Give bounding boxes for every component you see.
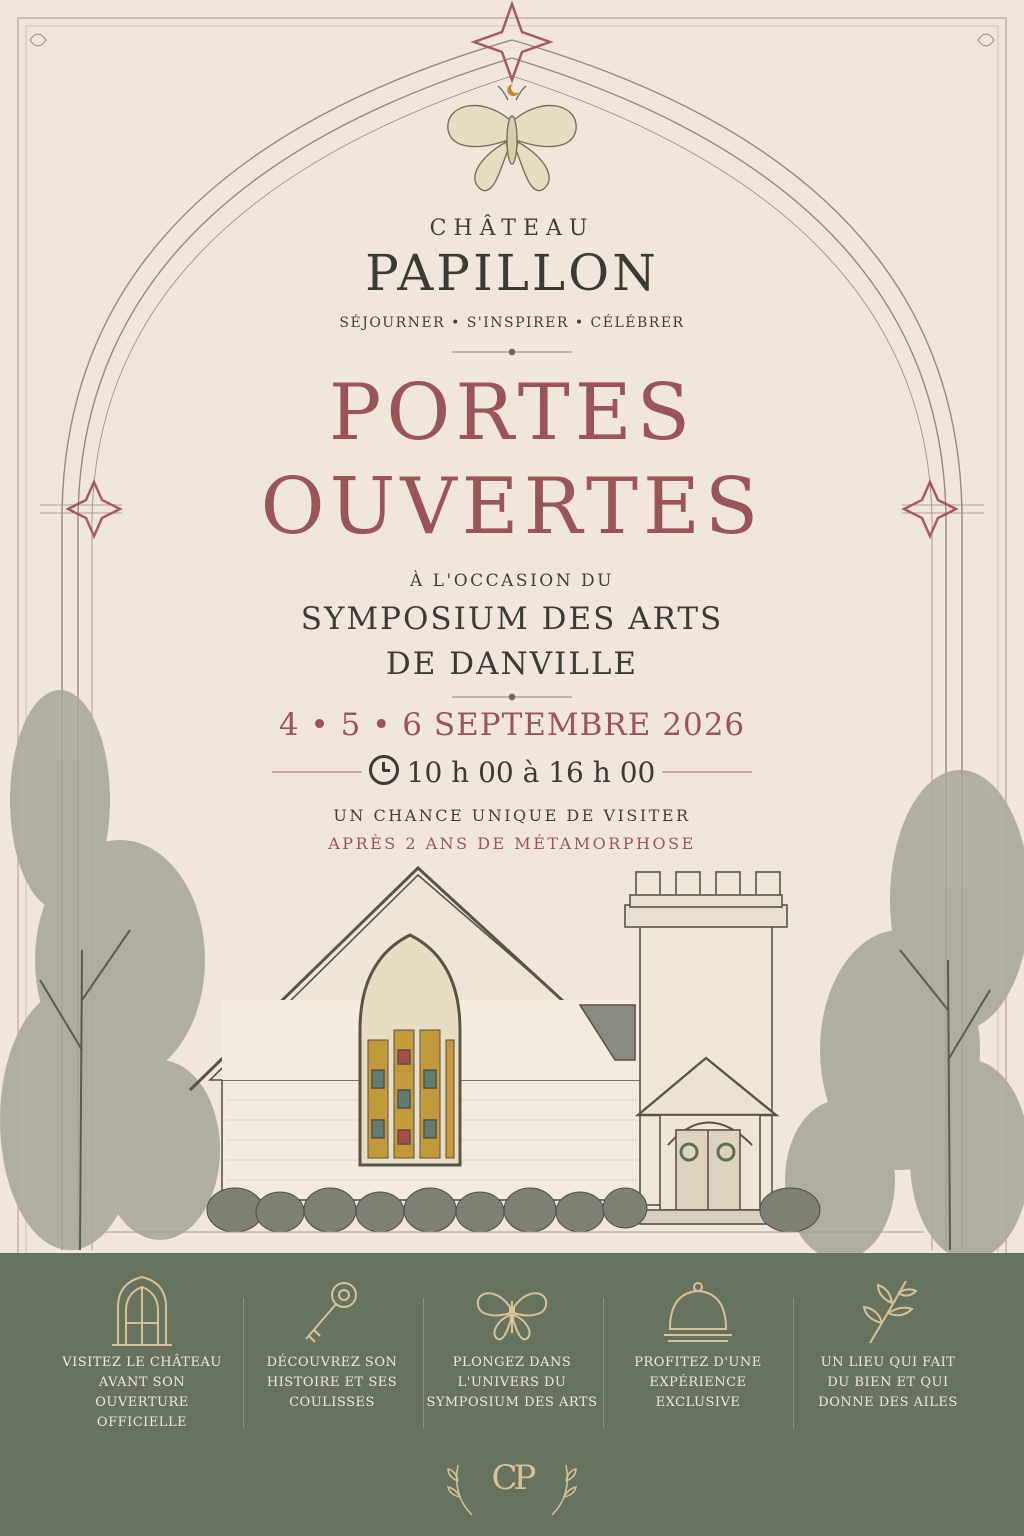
feature-text: VISITEZ LE CHÂTEAU AVANT SON OUVERTURE OFFICIELLE [62, 1355, 222, 1430]
brand-name: PAPILLON [365, 244, 659, 302]
cloche-icon [658, 1273, 738, 1353]
headline-line-1: PORTES [328, 368, 696, 458]
brand-tagline: SÉJOURNER • S'INSPIRER • CÉLÉBRER [339, 315, 685, 331]
headline-line-2: OUVERTES [260, 462, 764, 552]
visit-tagline-line-2: APRÈS 2 ANS DE MÉTAMORPHOSE [328, 834, 696, 853]
feature-divider [793, 1298, 794, 1428]
feature-text: DÉCOUVREZ SON HISTOIRE ET SES COULISSES [266, 1355, 398, 1410]
key-icon [292, 1273, 372, 1353]
herb-sprig-icon [848, 1273, 928, 1353]
feature-text: PLONGEZ DANS L'UNIVERS DU SYMPOSIUM DES ARTS [426, 1355, 598, 1410]
butterfly-icon [472, 1273, 552, 1353]
event-hours-text: 10 h 00 à 16 h 00 [406, 756, 656, 789]
event-hours [0, 755, 1024, 789]
event-name-line-2: DE DANVILLE [385, 646, 639, 682]
visit-tagline-line-1: UN CHANCE UNIQUE DE VISITER [333, 806, 691, 825]
feature-text: UN LIEU QUI FAIT DU BIEN ET QUI DONNE DES AILES [818, 1355, 958, 1410]
monogram-logo: CP [491, 1458, 533, 1498]
stained-glass-window-icon [102, 1273, 182, 1353]
occasion-label: À L'OCCASION DU [410, 571, 614, 591]
moth-icon [448, 84, 576, 191]
feature-divider [603, 1298, 604, 1428]
clock-icon [369, 755, 399, 785]
chapel-illustration [190, 868, 787, 1224]
event-dates: 4 • 5 • 6 SEPTEMBRE 2026 [278, 707, 746, 743]
feature-text: PROFITEZ D'UNE EXPÉRIENCE EXCLUSIVE [634, 1355, 762, 1410]
brand-prefix: CHÂTEAU [429, 216, 595, 241]
event-name-line-1: SYMPOSIUM DES ARTS [300, 601, 724, 637]
